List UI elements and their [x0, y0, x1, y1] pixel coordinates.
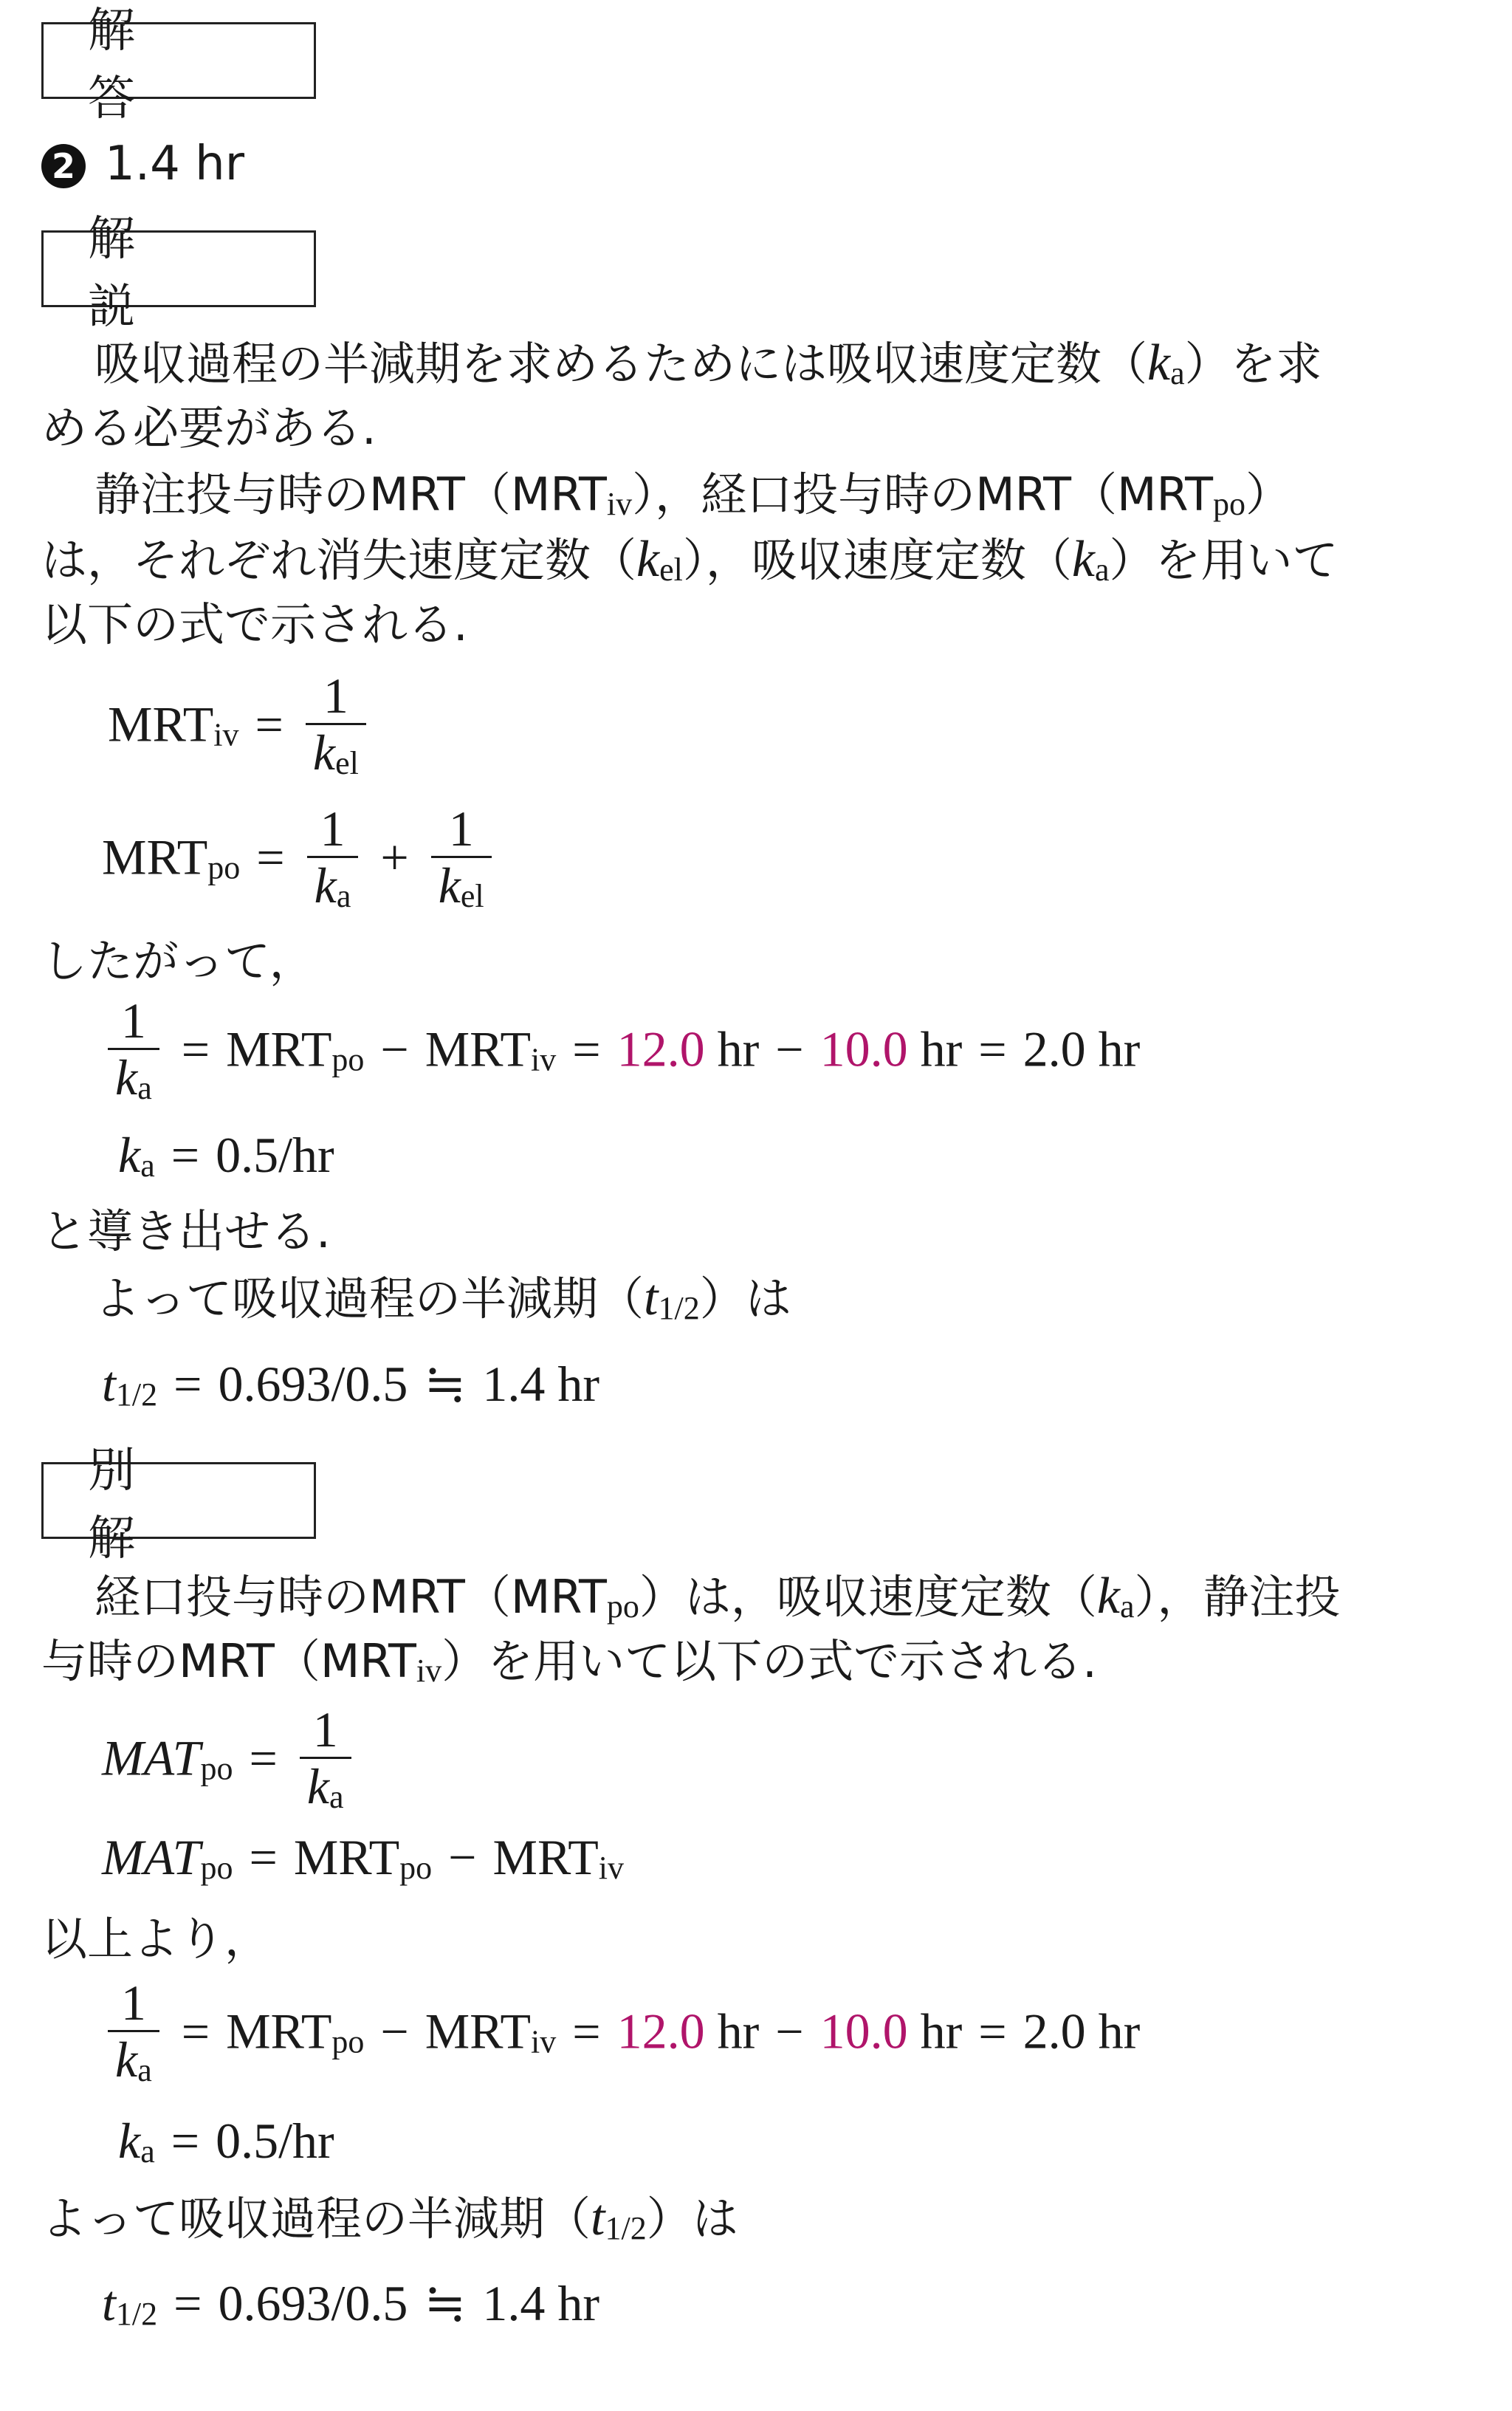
eq7-minus: −: [448, 1829, 477, 1885]
p2-line2: [41, 530, 1339, 600]
eq8-den: [108, 2030, 159, 2098]
p4-text-d: 与時のMRT（MRT: [41, 1634, 416, 1688]
eq1-lhs-sub: iv: [213, 716, 239, 753]
eq8-mrt-po: MRT: [226, 2003, 332, 2060]
p3-t-sub: 1/2: [658, 1290, 700, 1326]
p4-text-a: 経口投与時のMRT（MRT: [94, 1570, 607, 1624]
equation-half-life: t1/2 = 0.693/0.5 ≒ 1.4 hr: [102, 1356, 600, 1413]
p1-k-sub: a: [1170, 355, 1185, 391]
eq2-den1: [307, 856, 359, 924]
eq3-mrt-iv-sub: iv: [531, 1041, 557, 1078]
p3-line: [94, 1269, 791, 1338]
equation-ka-value-alt: ka = 0.5/hr: [118, 2113, 334, 2170]
p1-k: k: [1147, 335, 1171, 391]
eq2-den1-sub: a: [336, 878, 351, 914]
eq7-lhs-sub: po: [200, 1850, 233, 1886]
p3-t: t: [644, 1269, 659, 1326]
eq4-k: k: [118, 1127, 141, 1183]
p2-ka-sub: a: [1094, 552, 1110, 588]
p2-text-d: は，それぞれ消失速度定数（: [41, 533, 637, 587]
p4-text-e: ）を用いて以下の式で示される.: [441, 1634, 1097, 1688]
eq3-mrt-po: MRT: [226, 1021, 332, 1077]
p4-sub-iv: iv: [416, 1653, 442, 1689]
p4-line2: [41, 1632, 1097, 1701]
p2-text-c: ）: [1245, 467, 1291, 521]
eq3-den: [108, 1048, 159, 1116]
p5-t-sub: 1/2: [605, 2210, 647, 2246]
eq8-result: 2.0 hr: [1023, 2003, 1141, 2060]
eq2-den2: [431, 856, 492, 924]
equation-mat-difference: MATpo = MRTpo − MRTiv: [102, 1829, 624, 1886]
eq2-fraction1: [307, 801, 359, 924]
eq8-mrt-iv: MRT: [425, 2003, 531, 2060]
p5-text-a: よって吸収過程の半減期（: [41, 2192, 591, 2246]
equation-ka-derivation: $\frac{1}{ka}$ = MRTpo − MRTiv = 12.0 hr − 10.0 hr = 2.0 hr: [102, 993, 1140, 1116]
p4-text-b: ）は，吸収速度定数（: [639, 1570, 1097, 1624]
p3-text-b: ）は: [699, 1272, 791, 1325]
p2-text-f: ）を用いて: [1109, 533, 1339, 587]
eq5-t: t: [102, 1356, 116, 1412]
eq5-approx: ≒: [424, 1356, 467, 1412]
eq7-mrt-iv-sub: iv: [598, 1850, 624, 1886]
eq3-den-k: k: [115, 1049, 138, 1105]
eq5-rhs: 0.693/0.5: [218, 1356, 408, 1412]
eq10-rhs: 0.693/0.5: [218, 2275, 408, 2331]
p2-line3: [41, 595, 468, 654]
eq6-lhs: MAT: [102, 1729, 201, 1786]
eq2-den2-k: k: [438, 857, 461, 913]
answer-number-badge: 2: [41, 144, 86, 188]
eq7-lhs: MAT: [102, 1829, 201, 1885]
eq1-den-k: k: [312, 724, 336, 781]
p4-k: k: [1096, 1568, 1120, 1625]
eq7-mrt-iv: MRT: [492, 1829, 599, 1885]
equation-ka-derivation-alt: $\frac{1}{ka}$ = MRTpo − MRTiv = 12.0 hr − 10.0 hr = 2.0 hr: [102, 1975, 1140, 2098]
p4-text-c: ），静注投: [1134, 1570, 1341, 1624]
eq6-den-k: k: [306, 1758, 330, 1814]
eq2-num1: 1: [320, 800, 346, 857]
eq6-den: [300, 1757, 351, 1825]
eq6-fraction: [300, 1702, 351, 1825]
p2-line1: [94, 465, 1291, 534]
eq5-t-sub: 1/2: [115, 1376, 158, 1413]
eq8-value1: 12.0: [616, 2003, 705, 2060]
eq5-result: 1.4 hr: [482, 1356, 600, 1412]
eq7-mrt-po-sub: po: [399, 1850, 433, 1886]
eq3-result: 2.0 hr: [1023, 1021, 1141, 1077]
eq9-rhs: 0.5/hr: [216, 2113, 334, 2169]
p2-text-a: 静注投与時のMRT（MRT: [94, 467, 607, 521]
eq8-unit2: hr: [920, 2003, 963, 2060]
eq3-value2: 10.0: [819, 1021, 908, 1077]
p4-k-sub: a: [1119, 1588, 1135, 1625]
p5-t: t: [591, 2189, 605, 2246]
eq3-den-sub: a: [137, 1070, 152, 1106]
equation-half-life-alt: t1/2 = 0.693/0.5 ≒ 1.4 hr: [102, 2275, 600, 2332]
eq8-unit1: hr: [717, 2003, 760, 2060]
eq2-num2: 1: [448, 800, 474, 857]
eq3-value1: 12.0: [616, 1021, 705, 1077]
answer-text: 1.4 hr: [105, 137, 244, 191]
eq9-k: k: [118, 2113, 141, 2169]
eq8-fraction: [108, 1975, 159, 2098]
eq1-den: [306, 723, 366, 791]
eq3-minus: −: [380, 1021, 409, 1077]
eq3-unit2: hr: [920, 1021, 963, 1077]
eq2-plus: +: [380, 829, 409, 885]
eq7-mrt-po: MRT: [293, 1829, 400, 1885]
eq6-den-sub: a: [329, 1779, 344, 1815]
p2-text-g: 以下の式で示される.: [41, 597, 468, 651]
eq3-mrt-iv: MRT: [425, 1021, 531, 1077]
derive-text: と導き出せる.: [41, 1204, 331, 1258]
eq3-unit1: hr: [717, 1021, 760, 1077]
section-explanation-title: 解 説: [88, 212, 271, 335]
eq2-lhs: MRT: [102, 829, 208, 885]
equation-ka-value: ka = 0.5/hr: [118, 1127, 334, 1184]
eq6-num: 1: [312, 1701, 338, 1757]
p4-line1: [94, 1567, 1341, 1636]
derive-line: [41, 1202, 331, 1261]
p2-ka-k: k: [1071, 531, 1095, 588]
p1-line2: [41, 399, 377, 458]
eq10-t: t: [102, 2275, 116, 2331]
answer-line: [41, 134, 244, 193]
equation-mrt-po: MRTpo = $\frac{1}{ka}$ + $\frac{1}{\text{kel}}$: [102, 801, 498, 924]
p2-sub-iv: iv: [606, 486, 633, 522]
eq6-lhs-sub: po: [200, 1750, 233, 1787]
section-alternative-heading: [41, 1444, 316, 1566]
eq2-den2-sub: el: [460, 878, 484, 914]
eq8-minus: −: [380, 2003, 409, 2060]
above-text: 以上より，: [41, 1912, 271, 1966]
eq3-num: 1: [120, 992, 146, 1049]
p4-sub-po: po: [606, 1588, 639, 1625]
eq4-k-sub: a: [140, 1148, 155, 1184]
p2-kel-k: k: [636, 531, 660, 588]
eq3-fraction: [108, 993, 159, 1116]
eq8-value2: 10.0: [819, 2003, 908, 2060]
p3-text-a: よって吸収過程の半減期（: [94, 1272, 645, 1325]
p1-text-a: 吸収過程の半減期を求めるためには吸収速度定数（: [94, 337, 1148, 391]
eq1-den-sub: el: [335, 745, 359, 781]
above-line: [41, 1910, 270, 1969]
p1-line1: [94, 334, 1322, 403]
p5-text-b: ）は: [646, 2192, 738, 2246]
eq4-rhs: 0.5/hr: [216, 1127, 334, 1183]
p2-sub-po: po: [1212, 486, 1245, 522]
p2-text-e: ），吸収速度定数（: [682, 533, 1072, 587]
equation-mat-po: MATpo = $\frac{1}{ka}$: [102, 1702, 357, 1825]
p5-line: [41, 2189, 738, 2258]
p1-text-b: ）を求: [1184, 337, 1322, 391]
eq8-mrt-iv-sub: iv: [531, 2023, 557, 2060]
eq8-num: 1: [120, 1975, 146, 2031]
section-explanation-heading: [41, 212, 316, 335]
eq1-lhs: MRT: [108, 696, 214, 752]
eq3-mrt-po-sub: po: [331, 1041, 365, 1078]
eq10-approx: ≒: [424, 2275, 467, 2331]
therefore-line: [41, 932, 315, 991]
section-answer-heading: [41, 4, 316, 126]
eq1-num: 1: [323, 668, 348, 724]
therefore-text: したがって，: [41, 934, 315, 988]
eq10-result: 1.4 hr: [482, 2275, 600, 2331]
eq10-t-sub: 1/2: [115, 2296, 158, 2332]
equation-mrt-iv: MRTiv = $\frac{1}{\text{kel}}$: [108, 668, 372, 791]
eq2-den1-k: k: [314, 857, 337, 913]
eq2-lhs-sub: po: [207, 849, 241, 886]
eq9-k-sub: a: [140, 2133, 155, 2170]
p2-text-b: ），経口投与時のMRT（MRT: [632, 467, 1213, 521]
p1-text-c: める必要がある.: [41, 401, 377, 455]
eq2-fraction2: [431, 801, 492, 924]
eq8-mrt-po-sub: po: [331, 2023, 365, 2060]
section-alternative-title: 別 解: [88, 1444, 271, 1566]
eq1-fraction: [306, 668, 366, 791]
section-answer-title: 解 答: [88, 4, 271, 126]
eq8-den-sub: a: [137, 2052, 152, 2088]
p2-kel-sub: el: [659, 552, 683, 588]
eq8-den-k: k: [115, 2031, 138, 2088]
